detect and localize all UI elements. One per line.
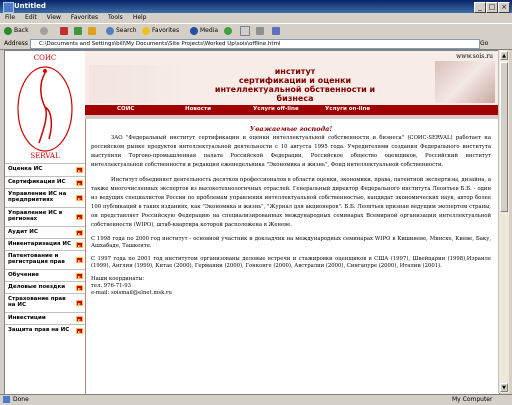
- address-bar: [0, 38, 512, 50]
- side-menu-item-label: Аудит ИС: [8, 229, 38, 235]
- search-button[interactable]: Search: [106, 26, 137, 36]
- contacts-title: Наши координаты:: [91, 276, 145, 282]
- title-bar: [0, 0, 512, 13]
- side-menu-item[interactable]: [5, 188, 85, 207]
- side-menu-item-label: Управление ИС в регионах: [8, 210, 63, 222]
- side-menu-item[interactable]: [5, 293, 85, 312]
- side-menu-item-label: Инвестиции: [8, 315, 46, 321]
- arrow-right-icon: ►: [77, 215, 82, 220]
- header-banner: [85, 51, 499, 105]
- side-menu-item[interactable]: [5, 312, 85, 324]
- mail-button[interactable]: [240, 26, 252, 36]
- side-menu-item-label: Патентование и регистрация прав: [8, 253, 65, 265]
- address-input[interactable]: C:\Documents and Settings\bill\My Documents\Site Projects\Worked Up\sois\offline.html: [30, 39, 480, 49]
- window-title: Untitled: [14, 2, 46, 10]
- logo-bottom-text: SERVAL: [30, 152, 60, 160]
- side-menu-item[interactable]: [5, 269, 85, 281]
- edit-button[interactable]: [272, 26, 282, 36]
- arrow-right-icon: ►: [77, 273, 82, 279]
- media-icon: [190, 27, 198, 35]
- stop-button[interactable]: [60, 26, 70, 36]
- paragraph-founding: ЗАО "Федеральный институт сертификации и оценки интеллектуальной собственности и бизнеса" (СОИС-SERVAL) работает на российском рынке продуктов интеллектуальной деятельности с 10 августа 1995 года. Учредителями создания Федерального института выступили Торгово-промышленная палата Российской Федерации, Российское общество оценщиков, Российский институт интеллектуальной собственности и редакция еженедельника "Экономика и жизнь", Фонд интеллектуальной собственности.: [91, 135, 491, 168]
- side-menu-item-label: Страхование прав на ИС: [8, 296, 66, 308]
- banner-image-left: [89, 65, 189, 103]
- zone-text: My Computer: [452, 396, 493, 403]
- back-button[interactable]: Back: [4, 26, 29, 36]
- arrow-right-icon: ►: [77, 316, 82, 322]
- status-text: Done: [13, 396, 29, 403]
- arrow-right-icon: ►: [77, 230, 82, 236]
- site-url: www.sois.ru: [456, 53, 493, 60]
- page-viewport: [4, 50, 500, 395]
- menu-edit[interactable]: Edit: [25, 14, 37, 21]
- side-menu-item-label: Деловые поездки: [8, 284, 66, 290]
- side-menu-item-label: Сертификация ИС: [8, 179, 66, 185]
- arrow-right-icon: ►: [77, 301, 82, 306]
- side-menu-item-label: Управление ИС на предприятиях: [8, 191, 67, 203]
- contact-email[interactable]: e-mail: soismail@elnet.msk.ru: [91, 290, 172, 296]
- forward-button[interactable]: [40, 26, 50, 36]
- arrow-right-icon: ►: [77, 258, 82, 263]
- scroll-up-icon[interactable]: ▲: [500, 51, 508, 60]
- arrow-right-icon: ►: [77, 285, 82, 291]
- paragraph-institute: Институт объединяет деятельность десятков профессионалов в области оценки, экономики, права, патентной экспертизы, дизайна, а также многочисленных экспертов из высокотехнологичных отраслей. Генеральный директор Федерального института Леонтьев Б.Б. - один из ведущих специалистов России по проблемам управления интеллектуальной собственностью, кандидат экономических наук, автор более 100 публикаций в таких изданиях, как "Экономика и жизнь", "Журнал для акционеров". Б.Б. Леонтьев признан ведущим экспертом страны, он представляет Российскую Федерацию на специализированных международных семинарах Всемирной организации интеллектуальной собственности (WIPO), штаб-квартира которой расположена в Женеве.: [91, 177, 491, 228]
- refresh-button[interactable]: [74, 26, 84, 36]
- nav-offline[interactable]: Услуги off-line: [253, 106, 299, 112]
- side-menu: [5, 163, 85, 337]
- print-button[interactable]: [256, 26, 266, 36]
- status-page-icon: [3, 396, 10, 403]
- side-menu-item[interactable]: [5, 163, 85, 176]
- nav-sois[interactable]: СОИС: [117, 106, 135, 112]
- menu-bar: [0, 13, 512, 23]
- side-menu-item[interactable]: [5, 250, 85, 269]
- history-icon: [224, 27, 232, 35]
- arrow-right-icon: ►: [77, 242, 82, 248]
- scroll-thumb[interactable]: [500, 62, 508, 212]
- edit-icon: [272, 27, 280, 35]
- nav-online[interactable]: Услуги on-line: [325, 106, 371, 112]
- arrow-right-icon: ►: [77, 329, 82, 334]
- print-icon: [256, 27, 264, 35]
- arrow-right-icon: ►: [77, 180, 82, 186]
- menu-file[interactable]: File: [5, 14, 16, 21]
- scroll-down-icon[interactable]: ▼: [500, 383, 508, 392]
- logo: [5, 51, 85, 163]
- contact-phone: тел. 976-71-93: [91, 283, 131, 289]
- home-button[interactable]: [88, 26, 98, 36]
- side-menu-item-label: Оценка ИС: [8, 166, 43, 172]
- side-menu-item-label: Обучение: [8, 272, 39, 278]
- banner-image: [435, 61, 495, 103]
- nav-underline: [85, 115, 499, 119]
- arrow-right-icon: ►: [77, 168, 82, 173]
- side-menu-item[interactable]: [5, 176, 85, 188]
- forward-arrow-icon: [40, 27, 48, 35]
- arrow-right-icon: ►: [77, 196, 82, 201]
- search-icon: [106, 27, 114, 35]
- side-menu-item[interactable]: [5, 226, 85, 238]
- menu-help[interactable]: Help: [132, 14, 147, 21]
- nav-news[interactable]: Новости: [185, 106, 211, 112]
- refresh-icon: [74, 27, 82, 35]
- stop-icon: [60, 27, 68, 35]
- logo-top-text: СОИС: [33, 54, 57, 62]
- main-content: [91, 124, 491, 297]
- side-menu-item-label: Защита прав на ИС: [8, 327, 70, 333]
- top-nav: [85, 105, 499, 115]
- side-menu-item[interactable]: [5, 324, 85, 337]
- side-menu-item-label: Инвентаризация ИС: [8, 241, 72, 247]
- close-button[interactable]: ×: [498, 2, 510, 13]
- vertical-scrollbar[interactable]: [498, 50, 509, 393]
- menu-view[interactable]: View: [46, 14, 61, 21]
- institute-title: институт сертификации и оценки интеллектуальной обственности и бизнеса: [214, 67, 376, 103]
- status-bar: [0, 394, 512, 405]
- side-menu-item[interactable]: [5, 207, 85, 226]
- go-button[interactable]: Go: [480, 40, 489, 47]
- address-label: Address: [4, 40, 28, 47]
- left-column: [5, 51, 86, 394]
- ie-icon: [3, 2, 14, 13]
- history-button[interactable]: [224, 26, 234, 36]
- minimize-button[interactable]: _: [474, 2, 486, 13]
- greeting-heading: Уважаемые господа!: [249, 125, 333, 133]
- mail-icon: [240, 26, 250, 36]
- side-menu-item[interactable]: [5, 238, 85, 250]
- media-button[interactable]: Media: [190, 26, 218, 36]
- menu-tools[interactable]: Tools: [108, 14, 123, 21]
- favorites-button[interactable]: Favorites: [142, 26, 179, 36]
- maximize-button[interactable]: □: [486, 2, 498, 13]
- back-arrow-icon: [4, 27, 12, 35]
- paragraph-seminars: С 1998 года по 2000 год институт - основной участник и докладчик на международных семинарах WIPO в Кишиневе, Минске, Киеве, Баку, Ашхабаде, Ташкенте.: [91, 236, 491, 249]
- side-menu-item[interactable]: [5, 281, 85, 293]
- star-icon: [142, 27, 150, 35]
- menu-favorites[interactable]: Favorites: [70, 14, 99, 21]
- serval-logo-icon: [5, 51, 85, 163]
- paragraph-internships: С 1997 года по 2001 год институтом организованы деловые встречи и стажировки оценщиков в США (1997), Швейцарии (1998),Израиле (1999), Англии (1999), Китае (2000), Германии (2000), Гонконге (2000), Австралии (2000), Сингапуре (2000), Италии (2001).: [91, 256, 491, 269]
- home-icon: [88, 27, 96, 35]
